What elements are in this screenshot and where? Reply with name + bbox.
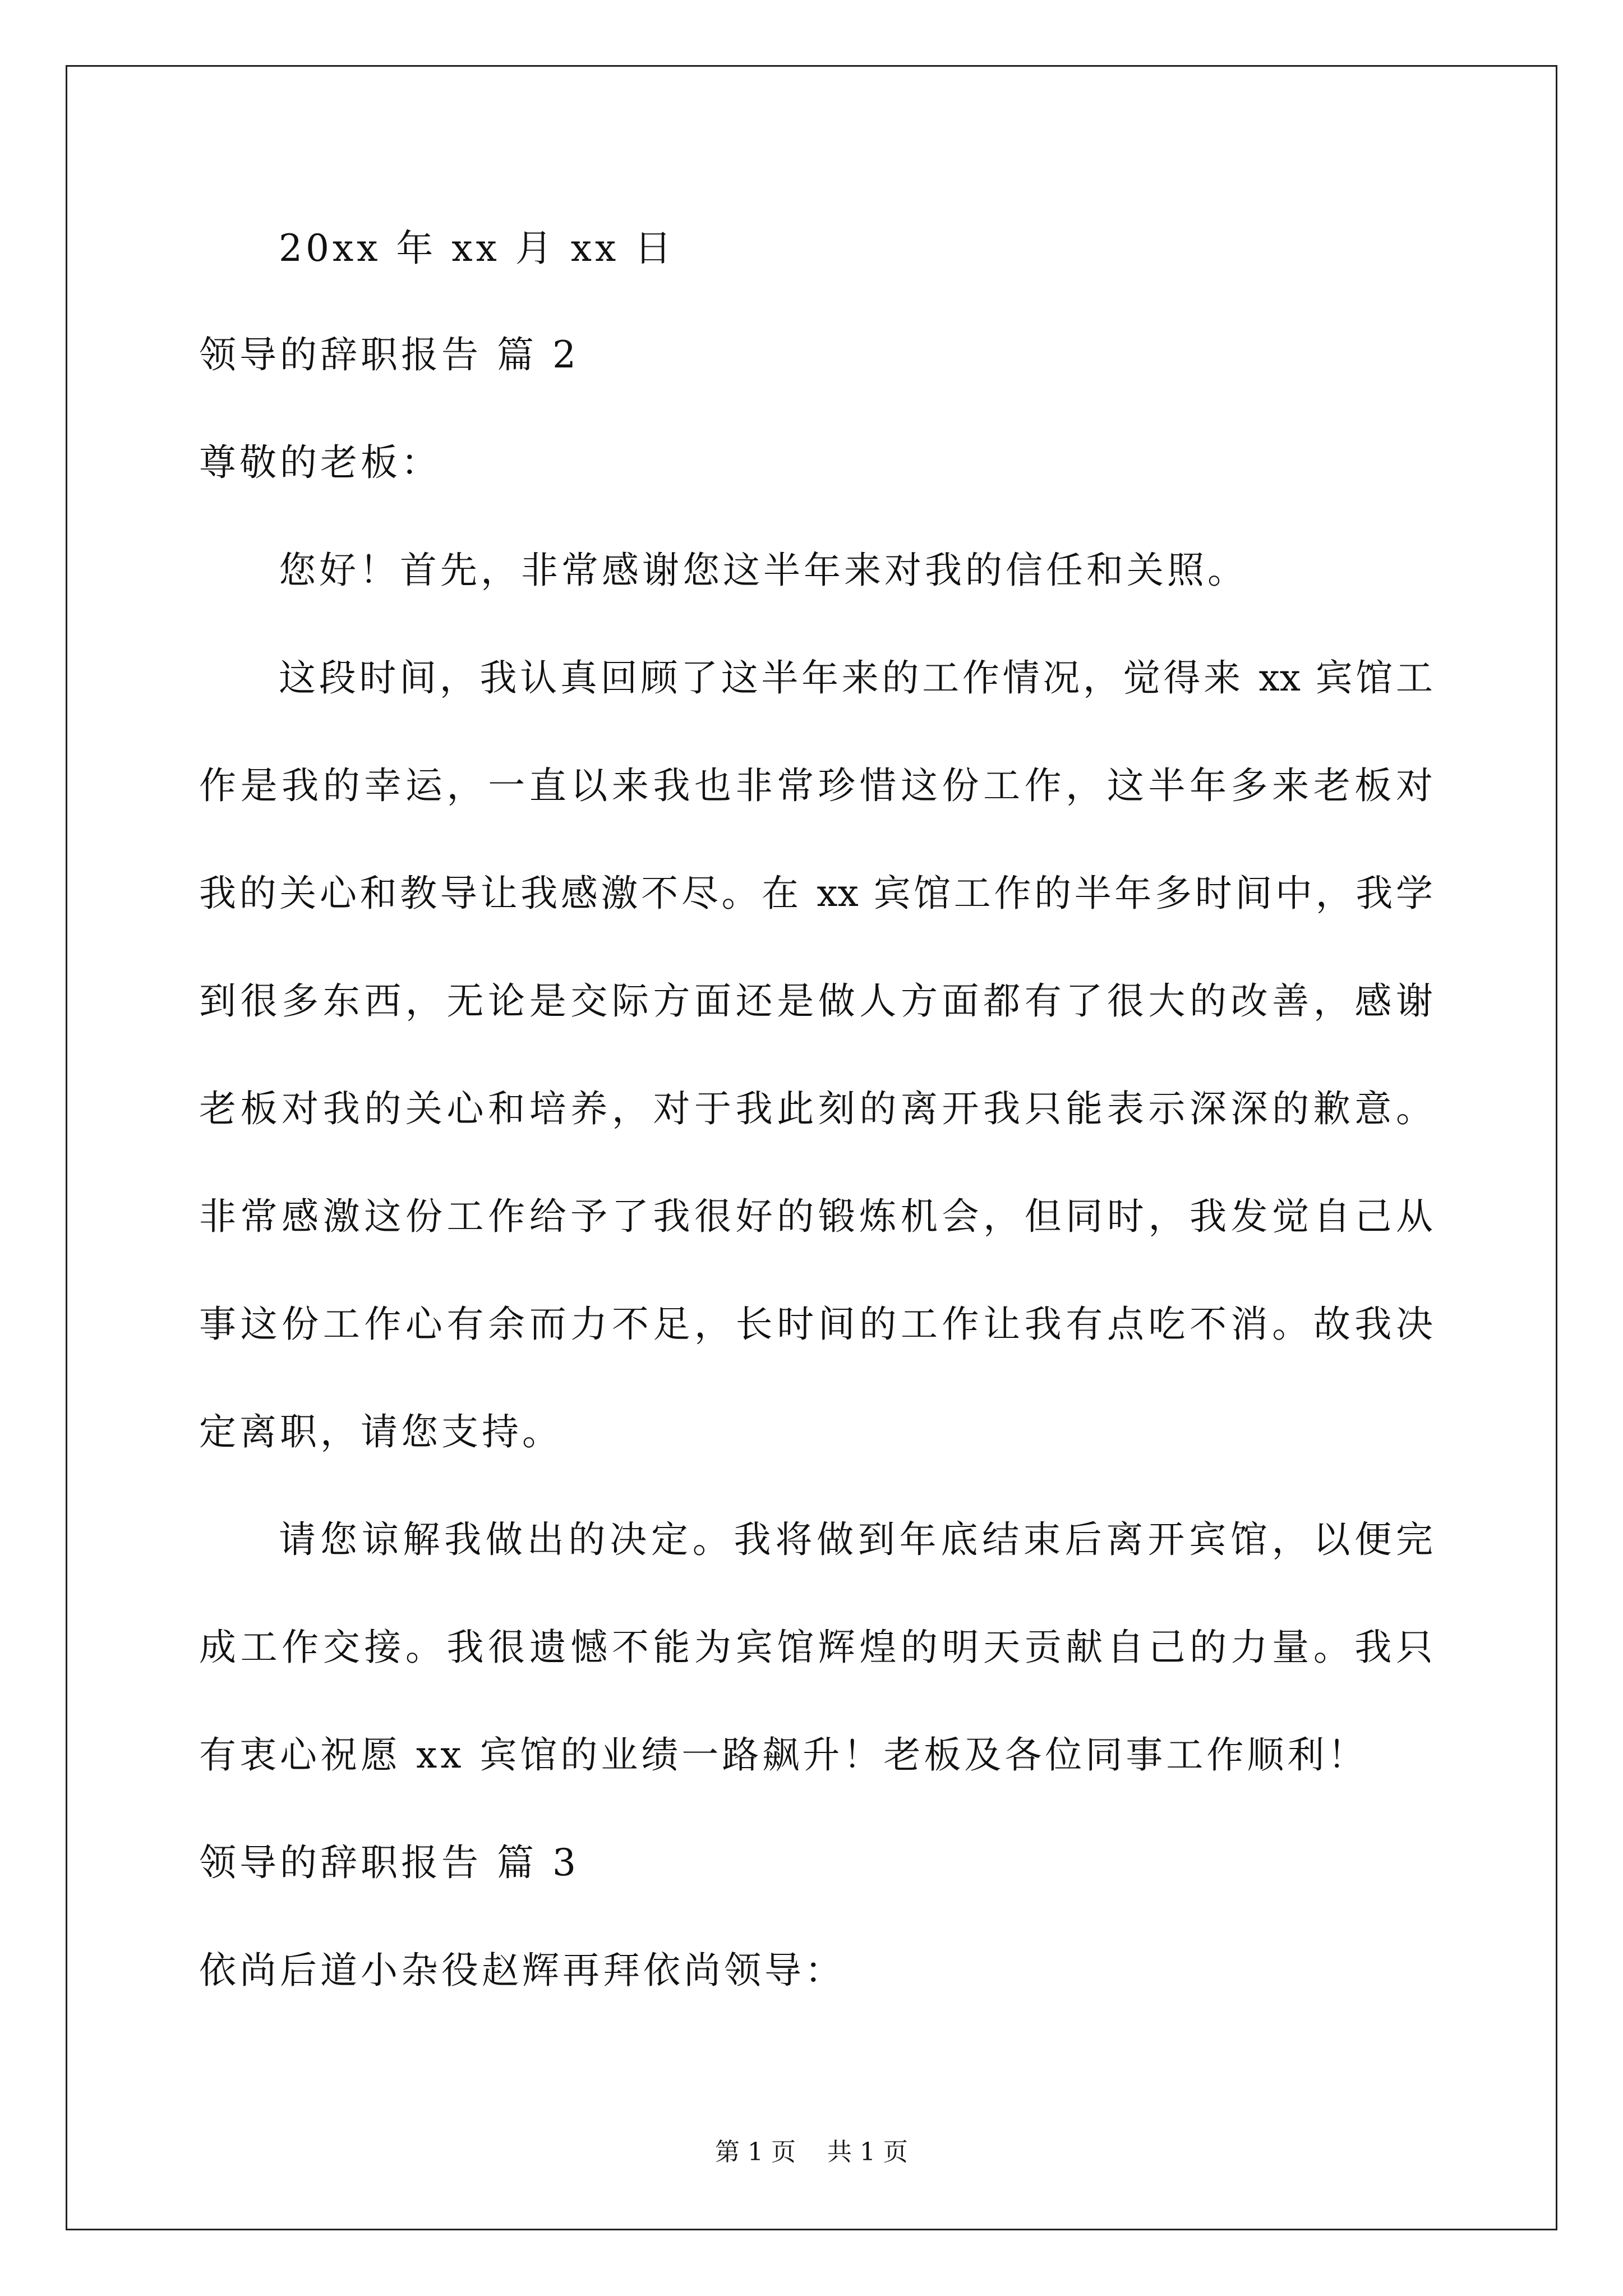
paragraph-3-line-2: 成工作交接。我很遗憾不能为宾馆辉煌的明天贡献自己的力量。我只	[199, 1626, 1433, 1669]
paragraph-3-line-3: 有衷心祝愿 xx 宾馆的业绩一路飙升！老板及各位同事工作顺利！	[199, 1733, 1368, 1777]
paragraph-2-line-1: 这段时间，我认真回顾了这半年来的工作情况，觉得来 xx 宾馆工	[279, 656, 1433, 700]
date-line: 20xx 年 xx 月 xx 日	[279, 227, 675, 270]
paragraph-3-line-1: 请您谅解我做出的决定。我将做到年底结束后离开宾馆，以便完	[279, 1518, 1433, 1561]
paragraph-1-line-1: 您好！首先，非常感谢您这半年来对我的信任和关照。	[279, 549, 1248, 592]
paragraph-2-line-5: 老板对我的关心和培养，对于我此刻的离开我只能表示深深的歉意。	[199, 1087, 1433, 1130]
salutation-3: 依尚后道小杂役赵辉再拜依尚领导：	[199, 1949, 845, 1992]
paragraph-2-line-7: 事这份工作心有余而力不足，长时间的工作让我有点吃不消。故我决	[199, 1303, 1433, 1346]
salutation-2: 尊敬的老板：	[199, 441, 441, 484]
section-heading-2: 领导的辞职报告 篇 2	[199, 333, 579, 376]
page-border	[66, 65, 1557, 2230]
paragraph-2-line-2: 作是我的幸运，一直以来我也非常珍惜这份工作，这半年多来老板对	[199, 764, 1433, 807]
paragraph-2-line-8: 定离职，请您支持。	[199, 1410, 562, 1453]
paragraph-2-line-4: 到很多东西，无论是交际方面还是做人方面都有了很大的改善，感谢	[199, 979, 1433, 1023]
paragraph-2-line-6: 非常感激这份工作给予了我很好的锻炼机会，但同时，我发觉自己从	[199, 1195, 1433, 1238]
page-number-footer: 第 1 页 共 1 页	[715, 2138, 908, 2166]
section-heading-3: 领导的辞职报告 篇 3	[199, 1841, 579, 1884]
paragraph-2-line-3: 我的关心和教导让我感激不尽。在 xx 宾馆工作的半年多时间中，我学	[199, 872, 1433, 915]
